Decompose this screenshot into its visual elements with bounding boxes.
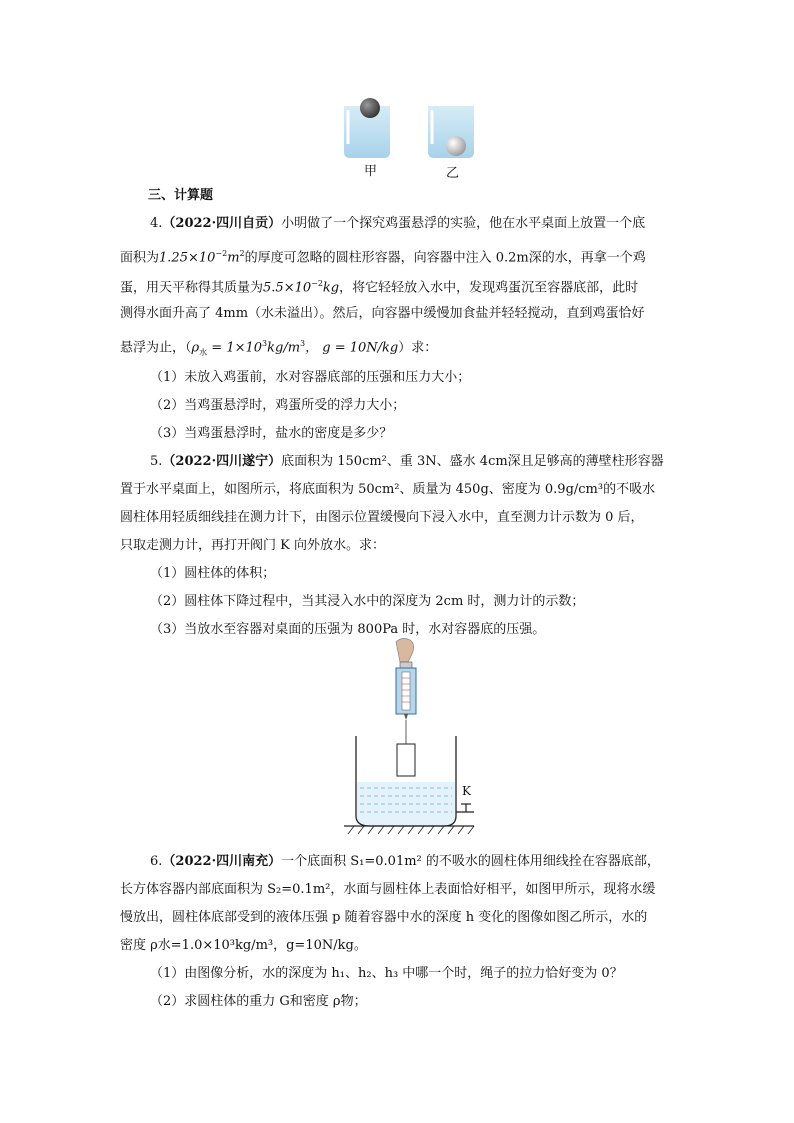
egg-floating [360, 98, 380, 118]
beaker-diagram [330, 96, 490, 182]
q4-mass-unit: kg [322, 280, 340, 296]
q4-area-unit: m [227, 250, 240, 266]
valve-label: K [462, 784, 471, 798]
q4-text: 小明做了一个探究鸡蛋悬浮的实验，他在水平桌面上放置一个底 [281, 216, 646, 231]
q4-mass: 5.5×10 [263, 280, 312, 296]
q4-line3 [120, 274, 680, 298]
figure-label-jia: 甲 [364, 164, 378, 179]
q5-text: 底面积为 150cm²、重 3N、盛水 4cm深且足够高的薄壁柱形容器 [281, 454, 664, 469]
q4-text: 悬浮为止，（ [120, 340, 192, 356]
q5-number: 5. [150, 454, 163, 469]
q6-sub2: （2）求圆柱体的重力 G和密度 ρ物； [150, 994, 367, 1009]
q4-line2 [120, 244, 680, 268]
q4-text: 蛋，用天平称得其质量为 [120, 280, 264, 296]
q4-source: （2022·四川自贡） [162, 216, 282, 231]
hand-shape [396, 638, 414, 662]
figure-label-yi: 乙 [446, 166, 460, 181]
q5-sub2: （2）圆柱体下降过程中，当其浸入水中的深度为 2cm 时，测力计的示数； [150, 594, 585, 609]
q6-line2: 长方体容器内部底面积为 S₂=0.1m²，水面与圆柱体上表面恰好相平，如图甲所示，现将水缓 [120, 882, 656, 897]
container-diagram [340, 636, 480, 844]
q4-area-unit-exp: 2 [239, 249, 245, 258]
q6-number: 6. [150, 854, 163, 869]
q5-line2: 置于水平桌面上，如图所示，将底面积为 50cm²、质量为 450g、密度为 0.9g/cm³的不吸水 [120, 482, 656, 497]
q6-sub1: （1）由图像分析，水的深度为 h₁、h₂、h₃ 中哪一个时，绳子的拉力恰好变为 0？ [150, 966, 623, 981]
q4-text: ，将它轻轻放入水中，发现鸡蛋沉至容器底部，此时 [339, 280, 639, 296]
q4-rho-exp: 3 [262, 339, 268, 348]
q4-number: 4. [150, 216, 163, 231]
q4-mass-exp: −2 [311, 279, 323, 288]
q4-text: 的厚度可忽略的圆柱形容器，向容器中注入 0.2m深的水，再拿一个鸡 [244, 250, 646, 266]
q5-line1 [150, 452, 710, 472]
q5-line3: 圆柱体用轻质细线挂在测力计下，由图示位置缓慢向下浸入水中，直至测力计示数为 0 后， [120, 510, 644, 525]
q4-sub1: （1）未放入鸡蛋前，水对容器底部的压强和压力大小； [150, 370, 471, 385]
cylinder [397, 744, 415, 776]
egg-sunk [446, 136, 466, 156]
q5-line4: 只取走测力计，再打开阀门 K 向外放水。求： [120, 538, 385, 553]
section-title: 三、计算题 [148, 188, 214, 203]
q4-rho-unit: kg/m [267, 340, 301, 356]
q4-rho-sub: 水 [199, 347, 208, 357]
q4-area-exp: −2 [215, 249, 228, 258]
q5-sub1: （1）圆柱体的体积； [150, 566, 276, 581]
q4-rho: ρ [191, 340, 200, 356]
q4-area: 1.25×10 [159, 250, 216, 266]
q4-line1 [150, 214, 710, 234]
q4-sub3: （3）当鸡蛋悬浮时，盐水的密度是多少？ [150, 426, 393, 441]
q5-sub3: （3）当放水至容器对桌面的压强为 800Pa 时，水对容器底的压强。 [150, 622, 546, 637]
q4-rho-unit-exp: 3 [300, 339, 306, 348]
q5-source: （2022·四川遂宁） [162, 454, 282, 469]
q6-source: （2022·四川南充） [162, 854, 282, 869]
beaker-figure [330, 96, 490, 182]
q4-line5 [120, 334, 680, 363]
q4-g: ， g = 10N/kg [305, 340, 399, 356]
q4-text: 面积为 [120, 250, 160, 266]
q4-line4: 测得水面升高了 4mm（水未溢出）。然后，向容器中缓慢加食盐并轻轻搅动，直到鸡蛋恰好 [120, 306, 645, 321]
q6-text: 一个底面积 S₁=0.01m² 的不吸水的圆柱体用细线拴在容器底部， [281, 854, 660, 869]
container-figure [340, 636, 480, 844]
q4-sub2: （2）当鸡蛋悬浮时，鸡蛋所受的浮力大小； [150, 398, 406, 413]
q6-line4: 密度 ρ水=1.0×10³kg/m³，g=10N/kg。 [120, 938, 367, 953]
q4-text: ）求： [398, 340, 438, 356]
q6-line3: 慢放出，圆柱体底部受到的液体压强 p 随着容器中水的深度 h 变化的图像如图乙所示，水的 [120, 910, 648, 925]
q4-rho-value: = 1×10 [207, 340, 263, 356]
q6-line1 [150, 852, 710, 872]
